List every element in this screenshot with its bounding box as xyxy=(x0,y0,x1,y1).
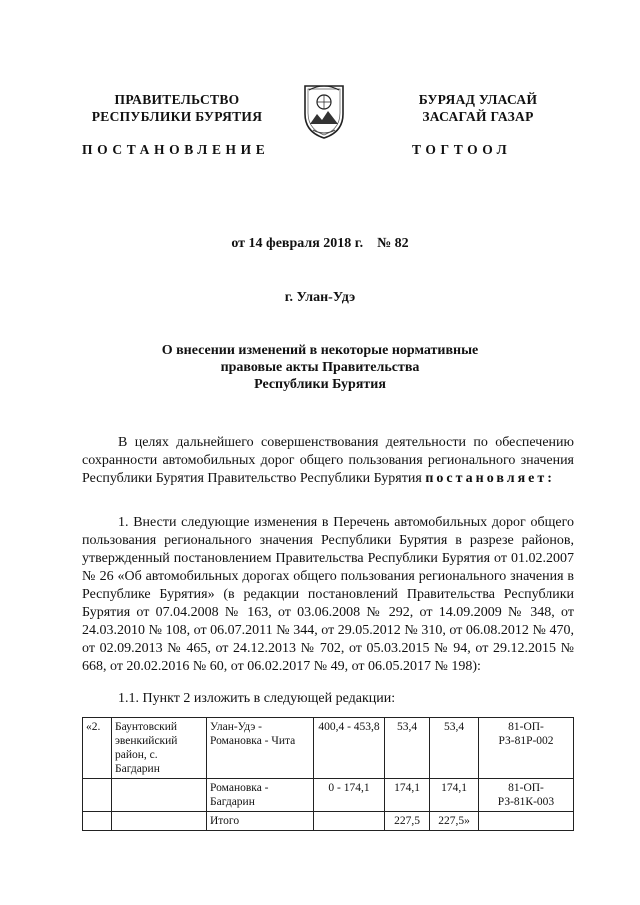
table-cell xyxy=(112,812,207,831)
item-1-1-paragraph: 1.1. Пункт 2 изложить в следующей редакции: xyxy=(118,691,396,706)
table-cell: 227,5 xyxy=(385,812,430,831)
table-cell xyxy=(83,779,112,812)
table-cell xyxy=(479,812,574,831)
city: г. Улан-Удэ xyxy=(284,290,356,305)
document-title xyxy=(120,342,520,393)
table-cell xyxy=(314,812,385,831)
title-line: О внесении изменений в некоторые нормативные xyxy=(161,343,479,358)
preamble-paragraph xyxy=(82,434,574,488)
table-row xyxy=(83,812,574,831)
roads-table xyxy=(82,717,574,831)
document-kind-ru: ПОСТАНОВЛЕНИЕ xyxy=(82,142,270,157)
table-cell xyxy=(112,779,207,812)
table-cell xyxy=(83,812,112,831)
government-header-ru xyxy=(82,91,272,125)
title-line: Республики Бурятия xyxy=(254,377,386,392)
header-line: РЕСПУБЛИКИ БУРЯТИЯ xyxy=(91,109,263,124)
document-number: № 82 xyxy=(377,236,409,251)
table-row xyxy=(83,718,574,779)
table-cell: Итого xyxy=(207,812,314,831)
table-cell: 53,4 xyxy=(430,718,479,779)
table-row xyxy=(83,779,574,812)
table-cell: 0 - 174,1 xyxy=(314,779,385,812)
preamble-text: В целях дальнейшего совершенствования деятельности по обеспечению сохранности автомобильных дорог общего пользования регионального значения Республики Бурятия Правительство Республики Бурятия xyxy=(82,435,574,486)
header-line: БУРЯАД УЛАСАЙ xyxy=(418,92,538,107)
table-cell: 174,1 xyxy=(430,779,479,812)
table-cell: 53,4 xyxy=(385,718,430,779)
table-cell: Романовка - Багдарин xyxy=(207,779,314,812)
government-header-bua xyxy=(398,91,558,125)
decree-word: постановляет: xyxy=(425,471,555,486)
item-1-paragraph: 1. Внести следующие изменения в Перечень автомобильных дорог общего пользования регионального значения Республики Бурятия в разрезе районов, утвержденный постановлением Правительства Республики Бурятия от 01.02.2007 № 26 «Об автомобильных дорогах общего пользования регионального значения в Республике Бурятия» (в редакции постановлений Правительства Республики Бурятия от 07.04.2008 № 163, от 03.06.2008 № 292, от 14.09.2009 № 348, от 24.03.2010 № 108, от 06.07.2011 № 344, от 29.05.2012 № 310, от 06.08.2012 № 470, от 02.09.2013 № 465, от 24.12.2013 № 702, от 05.03.2015 № 94, от 29.12.2015 № 668, от 20.02.2016 № 60, от 06.02.2017 № 49, от 06.05.2017 № 198): xyxy=(82,515,574,674)
table-cell: 81-ОП-РЗ-81К-003 xyxy=(479,779,574,812)
table-cell: 174,1 xyxy=(385,779,430,812)
table-cell: Баунтовский эвенкийский район, с. Багдарин xyxy=(112,718,207,779)
document-kind-bua: ТОГТООЛ xyxy=(412,142,512,157)
header-line: ПРАВИТЕЛЬСТВО xyxy=(114,92,240,107)
table-cell: 81-ОП-РЗ-81Р-002 xyxy=(479,718,574,779)
document-date: от 14 февраля 2018 г. xyxy=(231,236,364,251)
header-line: ЗАСАГАЙ ГАЗАР xyxy=(422,109,534,124)
title-line: правовые акты Правительства xyxy=(220,360,420,375)
coat-of-arms-icon xyxy=(299,80,349,140)
table-cell: «2. xyxy=(83,718,112,779)
date-line xyxy=(0,236,640,252)
table-cell: Улан-Удэ - Романовка - Чита xyxy=(207,718,314,779)
table-cell: 400,4 - 453,8 xyxy=(314,718,385,779)
table-cell: 227,5» xyxy=(430,812,479,831)
